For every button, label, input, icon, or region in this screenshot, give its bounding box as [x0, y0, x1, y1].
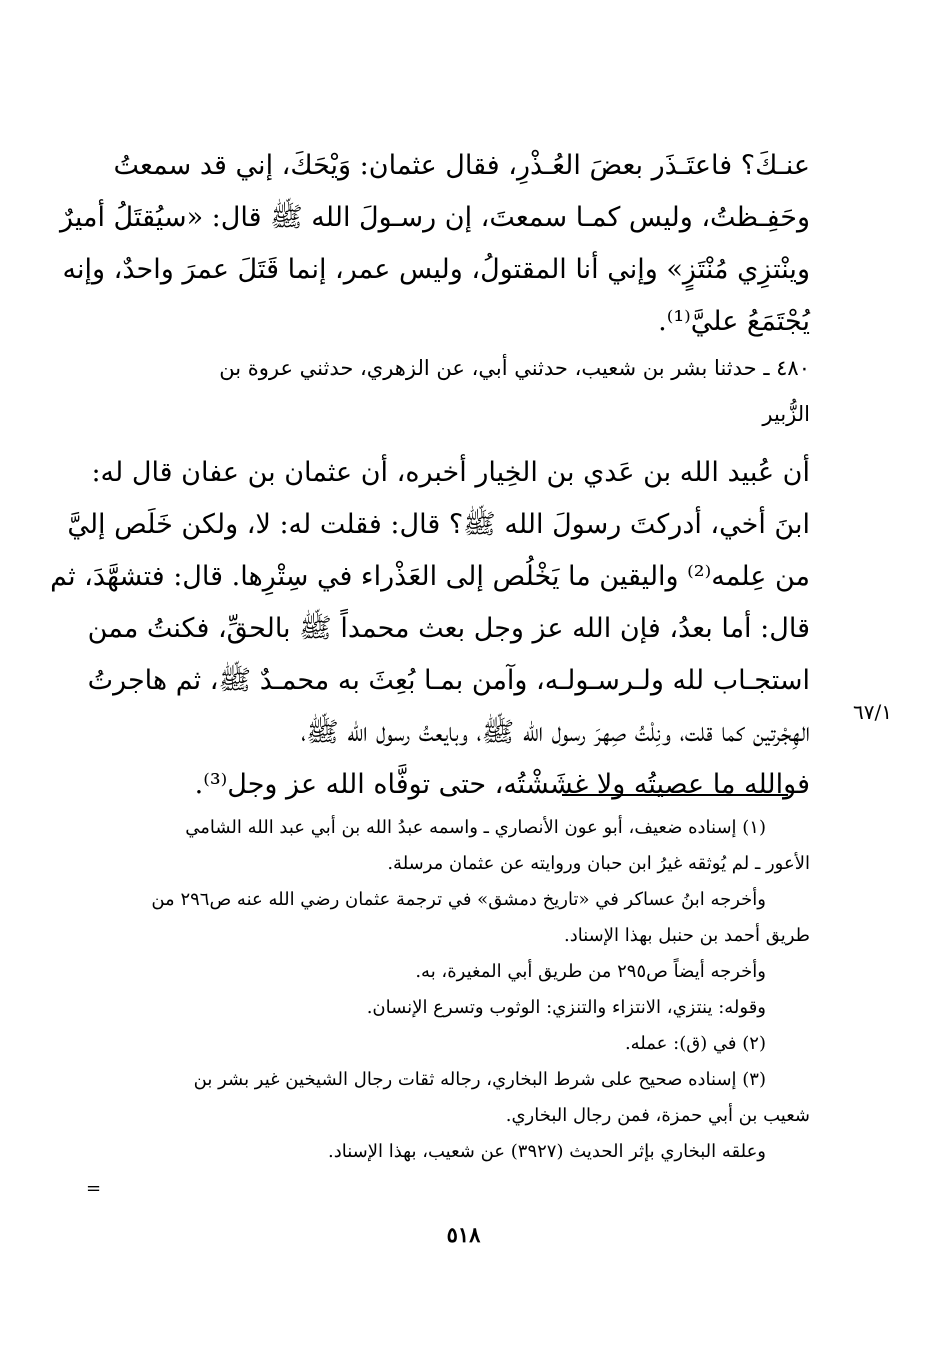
text-line: وحَفِـظتُ، وليس كمـا سمعتَ، إن رسـولَ الله ﷺ قال: «سيُقتَلُ أميرٌ: [59, 202, 810, 233]
footnote-line: وأخرجه أيضاً ص٢٩٥ من طريق أبي المغيرة، به.: [415, 961, 766, 982]
text-line: فوالله ما عصيتُه ولا غشَشْتُه، حتى توفَّاه الله عز وجل⁽³⁾.: [194, 769, 810, 800]
text-line: ٤٨٠ ـ حدثنا بشر بن شعيب، حدثني أبي، عن الزهري، حدثني عروة بن: [219, 356, 810, 380]
main-text-body: [50, 447, 810, 811]
text-line: يُجْتَمَعُ عليَّ⁽¹⁾.: [658, 306, 810, 337]
text-line: وينْتزِي مُنْتَزٍ» وإني أنا المقتولُ، وليس عمر، إنما قَتَلَ عمرَ واحدٌ، وإنه: [62, 254, 810, 285]
footnote-line: شعيب بن أبي حمزة، فمن رجال البخاري.: [505, 1105, 810, 1126]
text-line: قال: أما بعدُ، فإن الله عز وجل بعث محمداً ﷺ بالحقِّ، فكنتُ ممن: [87, 613, 810, 644]
text-line: الهِجْرتين كما قلت، ونِلْتُ صِهرَ رسول الله ﷺ، وبايعتُ رسول الله ﷺ،: [300, 717, 810, 748]
footnote-line: (١) إسناده ضعيف، أبو عون الأنصاري ـ واسمه عبدُ الله بن أبي عبد الله الشامي: [185, 817, 766, 838]
footnote-line: (٢) في (ق): عمله.: [624, 1033, 766, 1054]
main-text-top: [59, 140, 810, 348]
text-line: ابنَ أخي، أدركتَ رسولَ الله ﷺ؟ قال: فقلت له: لا، ولكن خَلَص إليَّ: [67, 509, 810, 540]
text-line: عنـكَ؟ فاعتَـذَر بعضَ العُـذْرِ، فقال عثمان: وَيْحَكَ، إني قد سمعتُ: [113, 150, 810, 181]
margin-reference: ٦٧/١: [853, 700, 892, 724]
footnotes: [96, 810, 810, 1170]
hadith-480-chain: [96, 345, 810, 437]
text-line: الزُّبير: [762, 402, 810, 426]
text-line: استجـاب لله ولـرسـولـه، وآمن بمـا بُعِثَ به محمـدٌ ﷺ، ثم هاجرتُ: [87, 665, 810, 696]
footnote-line: طريق أحمد بن حنبل بهذا الإسناد.: [564, 925, 810, 946]
footnote-line: وعلقه البخاري بإثر الحديث (٣٩٢٧) عن شعيب، بهذا الإسناد.: [328, 1141, 766, 1162]
text-line: من عِلمه⁽²⁾ واليقين ما يَخْلُص إلى العَذْراء في سِتْرِها. قال: فتشهَّدَ، ثم: [50, 561, 810, 592]
continuation-mark: =: [86, 1178, 102, 1199]
footnote-line: وقوله: ينتزي، الانتزاء والتنزي: الوثوب وتسرع الإنسان.: [366, 997, 766, 1018]
footnote-line: وأخرجه ابنُ عساكر في «تاريخ دمشق» في ترجمة عثمان رضي الله عنه ص٢٩٦ من: [151, 889, 766, 910]
footnote-line: الأعور ـ لم يُوثقه غيرُ ابن حبان وروايته عن عثمان مرسلة.: [387, 853, 810, 874]
footnote-line: (٣) إسناده صحيح على شرط البخاري، رجاله ثقات رجال الشيخين غير بشر بن: [193, 1069, 766, 1090]
footnote-separator: [562, 794, 788, 796]
text-line: أن عُبيد الله بن عَدي بن الخِيار أخبره، أن عثمان بن عفان قال له:: [91, 457, 810, 488]
page-number: ٥١٨: [446, 1222, 481, 1247]
